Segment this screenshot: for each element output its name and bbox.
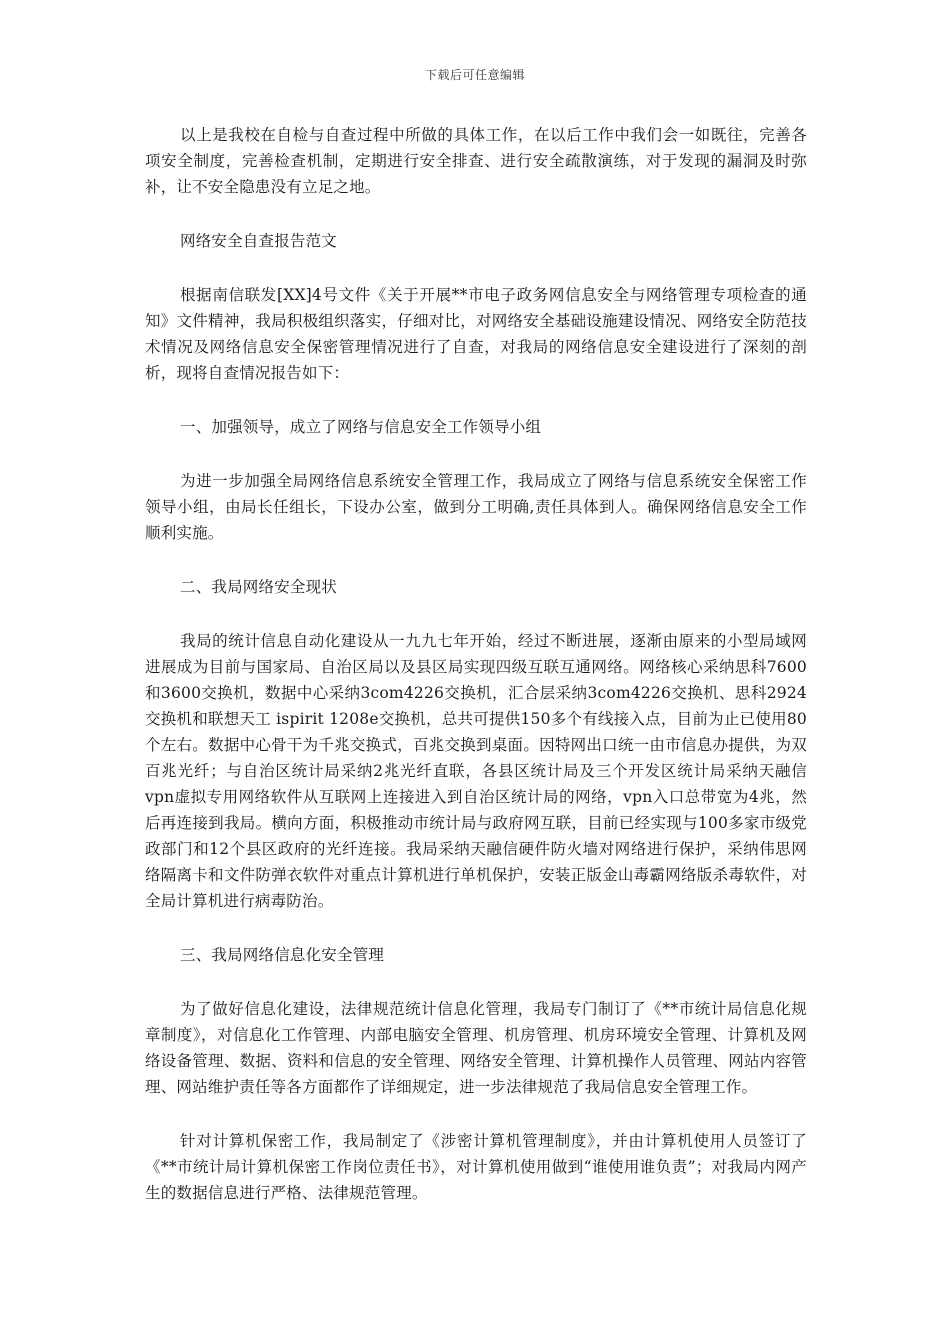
paragraph-intro: 根据南信联发[XX]4号文件《关于开展**市电子政务网信息安全与网络管理专项检查的通知》文件精神，我局积极组织落实，仔细对比，对网络安全基础设施建设情况、网络安全防范技术情况及网络信息安全保密管理情况进行了自查，对我局的网络信息安全建设进行了深刻的剖析，现将自查情况报告如下： <box>145 286 807 382</box>
paragraph-leadership: 为进一步加强全局网络信息系统安全管理工作，我局成立了网络与信息系统安全保密工作领导小组，由局长任组长，下设办公室，做到分工明确,责任具体到人。确保网络信息安全工作顺利实施。 <box>145 472 807 542</box>
heading-status: 二、我局网络安全现状 <box>180 578 338 596</box>
document-body <box>145 122 807 1234</box>
page-header: 下载后可任意编辑 <box>424 68 525 82</box>
paragraph-conclusion: 以上是我校在自检与自查过程中所做的具体工作，在以后工作中我们会一如既往，完善各项安全制度，完善检查机制，定期进行安全排查、进行安全疏散演练，对于发现的漏洞及时弥补，让不安全隐患没有立足之地。 <box>145 126 807 196</box>
heading-management: 三、我局网络信息化安全管理 <box>180 946 385 964</box>
paragraph-status: 我局的统计信息自动化建设从一九九七年开始，经过不断进展，逐渐由原来的小型局域网进展成为目前与国家局、自治区局以及县区局实现四级互联互通网络。网络核心采纳思科7600和3600交换机，数据中心采纳3com4226交换机，汇合层采纳3com4226交换机、思科2924交换机和联想天工 ispirit 1208e交换机，总共可提供150多个有线接入点，目前为止已使用80个左右。数据中心骨干为千兆交换式，百兆交换到桌面。因特网出口统一由市信息办提供，为双百兆光纤；与自治区统计局采纳2兆光纤直联，各县区统计局及三个开发区统计局采纳天融信vpn虚拟专用网络软件从互联网上连接进入到自治区统计局的网络，vpn入口总带宽为4兆，然后再连接到我局。横向方面，积极推动市统计局与政府网互联，目前已经实现与100多家市级党政部门和12个县区政府的光纤连接。我局采纳天融信硬件防火墙对网络进行保护，采纳伟思网络隔离卡和文件防弹衣软件对重点计算机进行单机保护，安装正版金山毒霸网络版杀毒软件，对全局计算机进行病毒防治。 <box>145 632 807 910</box>
section-title: 网络安全自查报告范文 <box>180 232 338 250</box>
heading-leadership: 一、加强领导，成立了网络与信息安全工作领导小组 <box>180 418 542 436</box>
paragraph-management: 为了做好信息化建设，法律规范统计信息化管理，我局专门制订了《**市统计局信息化规章制度》，对信息化工作管理、内部电脑安全管理、机房管理、机房环境安全管理、计算机及网络设备管理、数据、资料和信息的安全管理、网络安全管理、计算机操作人员管理、网站内容管理、网站维护责任等各方面都作了详细规定，进一步法律规范了我局信息安全管理工作。 <box>145 1000 807 1096</box>
paragraph-confidentiality: 针对计算机保密工作，我局制定了《涉密计算机管理制度》，并由计算机使用人员签订了《**市统计局计算机保密工作岗位责任书》，对计算机使用做到“谁使用谁负责”；对我局内网产生的数据信息进行严格、法律规范管理。 <box>145 1132 807 1202</box>
